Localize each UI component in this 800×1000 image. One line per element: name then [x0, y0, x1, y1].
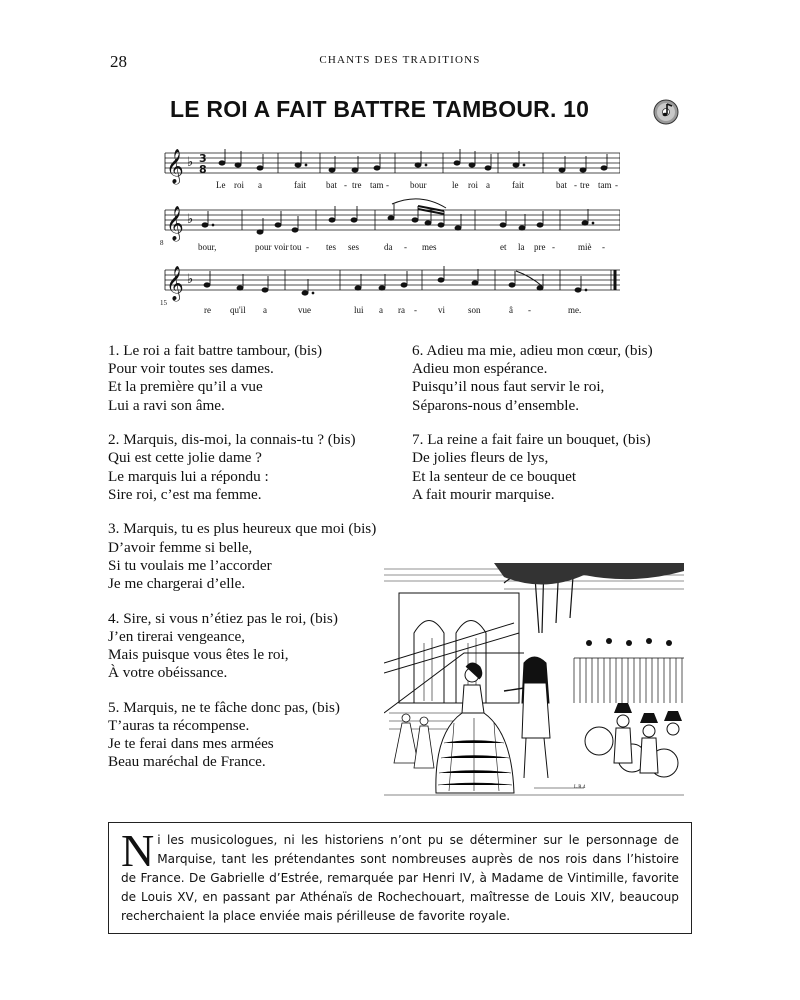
verse-7 — [412, 431, 712, 504]
svg-text:𝄞: 𝄞 — [166, 149, 184, 184]
audio-cd-icon[interactable] — [653, 99, 679, 125]
svg-text:♭: ♭ — [187, 155, 194, 170]
verse-line: Qui est cette jolie dame ? — [108, 449, 262, 467]
svg-text:-: - — [306, 242, 309, 252]
svg-text:8: 8 — [160, 239, 164, 247]
svg-text:fait: fait — [294, 180, 306, 190]
svg-text:mes: mes — [422, 242, 437, 252]
svg-text:ra: ra — [398, 305, 405, 315]
verse-line: Je me chargerai d’elle. — [108, 575, 246, 593]
verse-line: Je te ferai dans mes armées — [108, 735, 274, 753]
verse-line: J’en tirerai vengeance, — [108, 627, 246, 645]
svg-text:pre: pre — [534, 242, 546, 252]
staff-1 — [165, 153, 620, 173]
svg-text:tre: tre — [580, 180, 590, 190]
verse-1 — [108, 342, 408, 415]
svg-text:lui: lui — [354, 305, 364, 315]
verse-line: Et la première qu’il a vue — [108, 378, 263, 396]
verse-line: T’auras ta récompense. — [108, 717, 250, 735]
svg-text:a: a — [258, 180, 262, 190]
svg-text:roi: roi — [234, 180, 244, 190]
svg-text:-: - — [602, 242, 605, 252]
court-scene-illustration — [384, 563, 684, 803]
svg-text:3: 3 — [199, 152, 207, 165]
svg-text:tam: tam — [370, 180, 384, 190]
staff-3 — [165, 270, 620, 290]
notes-staff-2 — [202, 199, 594, 234]
svg-text:le: le — [452, 180, 459, 190]
verses-left-column — [108, 342, 408, 788]
verse-line: 5. Marquis, ne te fâche donc pas, (bis) — [108, 698, 340, 716]
svg-text:â: â — [509, 305, 513, 315]
note-text: i les musicologues, ni les historiens n’ont pu se déterminer sur le personnage de Marquise, tant les prétendantes sont nombreuses auprès de nos rois dans l’histoire de France. De Gabrielle d’Estrée, remarquée par Henri IV, à Madame de Vintimille, favorite de Louis XV, en passant par Athénaïs de Rochechouart, maîtresse de Louis XIV, beaucoup recherchaient la place enviée mais périlleuse de favorite royale. — [121, 833, 679, 923]
illustration-signature: L.R.4 — [574, 785, 586, 790]
verse-line: 4. Sire, si vous n’étiez pas le roi, (bis) — [108, 609, 338, 627]
svg-text:-: - — [574, 180, 577, 190]
verse-line: Et la senteur de ce bouquet — [412, 467, 577, 485]
svg-text:tre: tre — [352, 180, 362, 190]
historical-note — [108, 822, 692, 934]
svg-text:15: 15 — [160, 299, 167, 307]
svg-text:♭: ♭ — [187, 272, 194, 287]
svg-text:-: - — [528, 305, 531, 315]
verse-line: De jolies fleurs de lys, — [412, 449, 549, 467]
verse-4 — [108, 610, 408, 683]
svg-text:-: - — [414, 305, 417, 315]
svg-text:re: re — [204, 305, 211, 315]
verse-line: 3. Marquis, tu es plus heureux que moi (bis) — [108, 520, 377, 538]
svg-text:Le: Le — [216, 180, 226, 190]
svg-text:-: - — [552, 242, 555, 252]
notes-staff-1 — [219, 149, 607, 172]
verse-line: Puisqu’il nous faut servir le roi, — [412, 378, 605, 396]
svg-text:-: - — [615, 180, 618, 190]
svg-text:vue: vue — [298, 305, 311, 315]
svg-text:bat: bat — [556, 180, 567, 190]
svg-text:bour,: bour, — [198, 242, 217, 252]
svg-text:et: et — [500, 242, 507, 252]
verse-line: Si tu voulais me l’accorder — [108, 556, 272, 574]
svg-text:fait: fait — [512, 180, 524, 190]
verse-3 — [108, 520, 408, 593]
verse-line: Séparons-nous d’ensemble. — [412, 396, 580, 414]
svg-text:ses: ses — [348, 242, 359, 252]
verses-right-column — [412, 342, 712, 520]
svg-text:♭: ♭ — [187, 212, 194, 227]
svg-text:vi: vi — [438, 305, 446, 315]
svg-text:𝄞: 𝄞 — [166, 266, 184, 301]
running-head: CHANTS DES TRADITIONS — [319, 54, 481, 66]
svg-text:miè: miè — [578, 242, 592, 252]
music-score — [160, 140, 620, 320]
svg-text:-: - — [404, 242, 407, 252]
svg-text:a: a — [263, 305, 267, 315]
svg-text:me.: me. — [568, 305, 582, 315]
svg-text:bour: bour — [410, 180, 427, 190]
svg-text:𝄞: 𝄞 — [166, 206, 184, 241]
svg-text:da: da — [384, 242, 393, 252]
verse-5 — [108, 699, 408, 772]
svg-text:bat: bat — [326, 180, 337, 190]
page-number: 28 — [110, 52, 127, 71]
svg-text:la: la — [518, 242, 525, 252]
treble-clef-icon — [166, 149, 184, 302]
verse-line: 7. La reine a fait faire un bouquet, (bis) — [412, 431, 651, 449]
song-title: LE ROI A FAIT BATTRE TAMBOUR. 10 — [170, 96, 590, 122]
svg-text:a: a — [486, 180, 490, 190]
verse-line: À votre obéissance. — [108, 664, 228, 682]
svg-text:tes: tes — [326, 242, 336, 252]
svg-text:8: 8 — [199, 163, 207, 176]
svg-text:-: - — [386, 180, 389, 190]
svg-text:qu'il: qu'il — [230, 305, 246, 315]
svg-text:-: - — [344, 180, 347, 190]
verse-line: 1. Le roi a fait battre tambour, (bis) — [108, 342, 323, 359]
svg-text:voir: voir — [274, 242, 289, 252]
drop-cap: N — [121, 825, 155, 876]
verse-line: Beau maréchal de France. — [108, 753, 266, 771]
flat-key-signature — [187, 155, 193, 287]
verse-line: A fait mourir marquise. — [412, 485, 555, 503]
svg-text:tam: tam — [598, 180, 612, 190]
svg-text:a: a — [379, 305, 383, 315]
verse-line: D’avoir femme si belle, — [108, 538, 253, 556]
time-signature — [199, 152, 207, 176]
lyrics-line-1 — [216, 180, 618, 190]
lyrics-line-3 — [204, 305, 581, 315]
verse-line: 6. Adieu ma mie, adieu mon cœur, (bis) — [412, 342, 653, 359]
svg-text:roi: roi — [468, 180, 478, 190]
verse-line: Pour voir toutes ses dames. — [108, 360, 274, 378]
verse-line: 2. Marquis, dis-moi, la connais-tu ? (bis) — [108, 431, 356, 449]
verse-6 — [412, 342, 712, 415]
verse-line: Sire roi, c’est ma femme. — [108, 485, 262, 503]
verse-2 — [108, 431, 408, 504]
verse-line: Lui a ravi son âme. — [108, 396, 225, 414]
verse-line: Mais puisque vous êtes le roi, — [108, 646, 289, 664]
verse-line: Le marquis lui a répondu : — [108, 467, 269, 485]
svg-text:son: son — [468, 305, 481, 315]
verse-line: Adieu mon espérance. — [412, 360, 548, 378]
svg-text:tou: tou — [290, 242, 302, 252]
svg-text:pour: pour — [255, 242, 272, 252]
lyrics-line-2 — [198, 242, 605, 252]
